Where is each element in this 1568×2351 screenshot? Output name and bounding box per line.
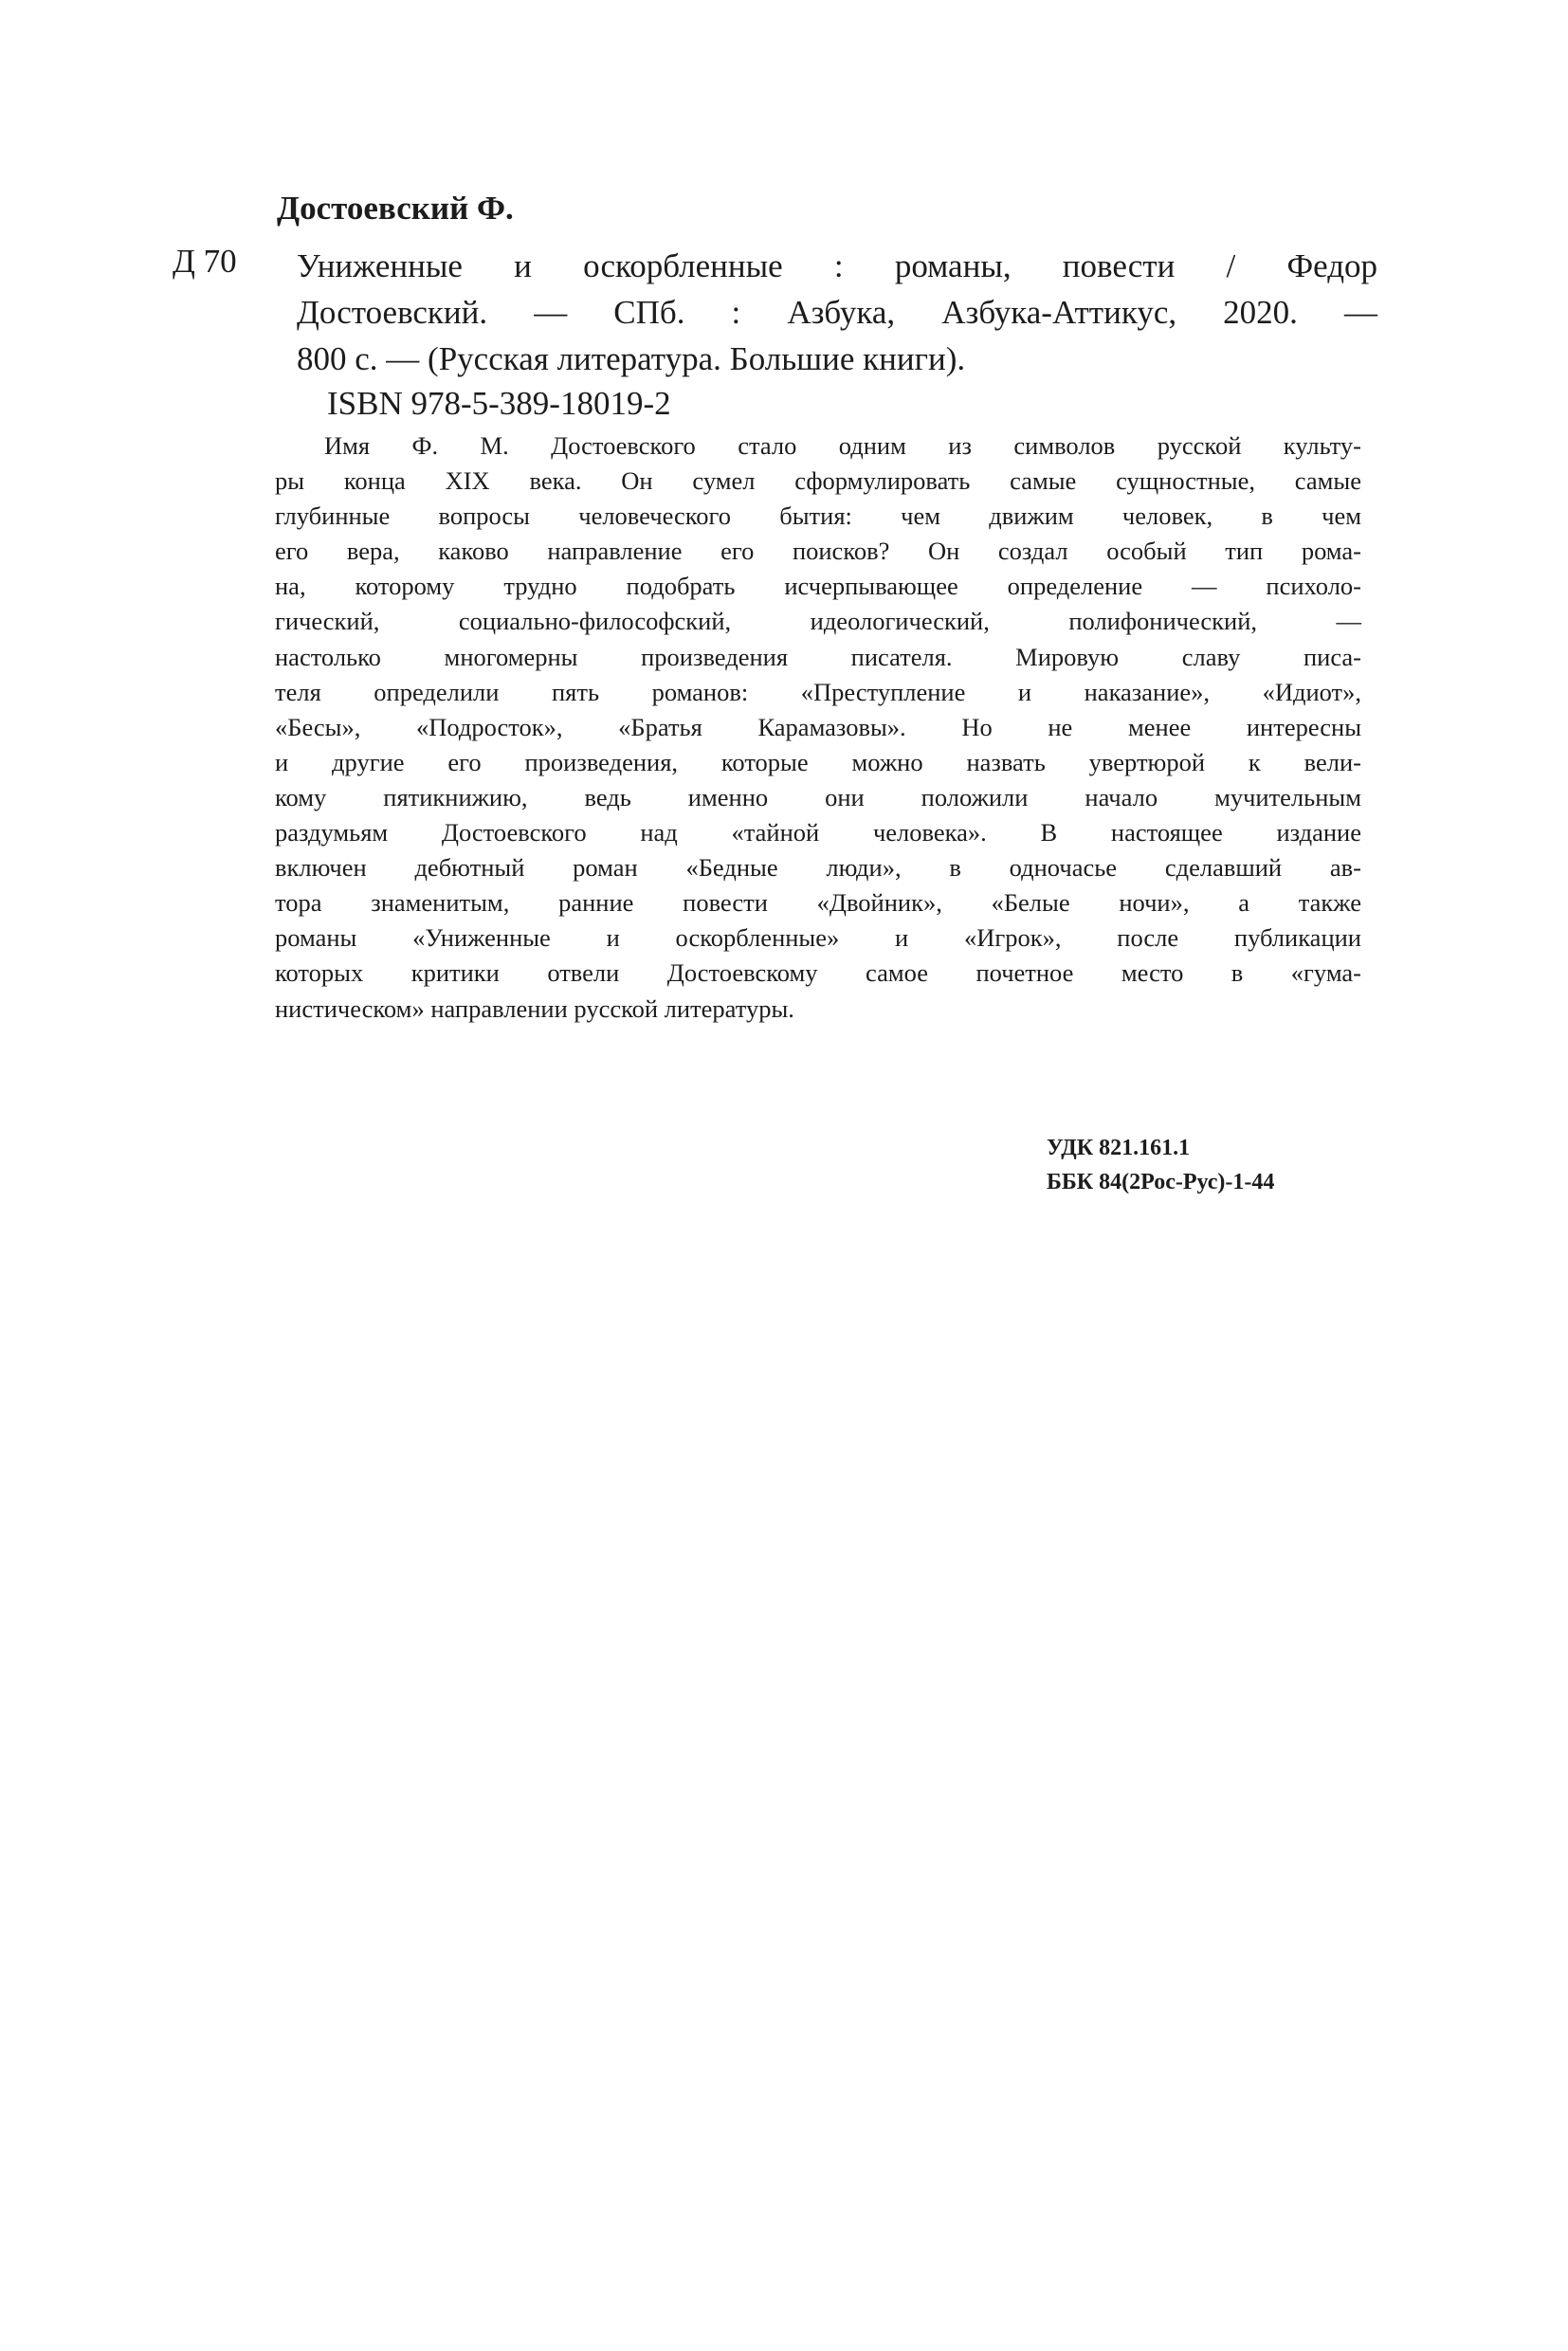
annotation-line: Имя Ф. М. Достоевского стало одним из символов русской культу- — [324, 431, 1361, 460]
description-line: 800 с. — (Русская литература. Большие книги). — [297, 340, 966, 377]
author-heading: Достоевский Ф. — [277, 190, 514, 227]
annotation-line: которых критики отвели Достоевскому самое почетное место в «гума- — [275, 958, 1361, 988]
annotation-line: романы «Униженные и оскорбленные» и «Игрок», после публикации — [275, 923, 1361, 953]
description-line: Униженные и оскорбленные : романы, повести / Федор — [297, 247, 1377, 284]
annotation-line: на, которому трудно подобрать исчерпывающее определение — психоло- — [275, 572, 1361, 601]
isbn-number: ISBN 978-5-389-18019-2 — [327, 385, 671, 422]
bibliographic-description — [297, 243, 1377, 382]
annotation-line: включен дебютный роман «Бедные люди», в одночасье сделавший ав- — [275, 853, 1361, 883]
annotation-line: тора знаменитым, ранние повести «Двойник», «Белые ночи», а также — [275, 888, 1361, 918]
annotation-line: и другие его произведения, которые можно назвать увертюрой к вели- — [275, 747, 1361, 776]
annotation-line: раздумьям Достоевского над «тайной человека». В настоящее издание — [275, 818, 1361, 847]
classification-codes — [1047, 1131, 1274, 1199]
annotation-line: глубинные вопросы человеческого бытия: чем движим человек, в чем — [275, 501, 1361, 531]
catalog-code: Д 70 — [173, 243, 237, 280]
udk-code: УДК 821.161.1 — [1047, 1136, 1191, 1160]
annotation-line: кому пятикнижию, ведь именно они положили начало мучительным — [275, 782, 1361, 811]
annotation-line: теля определили пять романов: «Преступление и наказание», «Идиот», — [275, 677, 1361, 706]
annotation-line: нистическом» направлении русской литературы. — [275, 993, 794, 1023]
annotation-line: ры конца XIX века. Он сумел сформулировать самые сущностные, самые — [275, 466, 1361, 496]
annotation-line: настолько многомерны произведения писателя. Мировую славу писа- — [275, 642, 1361, 671]
bbk-code: ББК 84(2Рос-Рус)-1-44 — [1047, 1170, 1275, 1194]
annotation-line: его вера, каково направление его поисков? Он создал особый тип рома- — [275, 537, 1361, 566]
annotation-line: гический, социально-философский, идеологический, полифонический, — — [275, 607, 1361, 636]
annotation-paragraph — [275, 428, 1361, 1027]
description-line: Достоевский. — СПб. : Азбука, Азбука-Аттикус, 2020. — — [297, 294, 1377, 331]
annotation-line: «Бесы», «Подросток», «Братья Карамазовы». Но не менее интересны — [275, 712, 1361, 741]
